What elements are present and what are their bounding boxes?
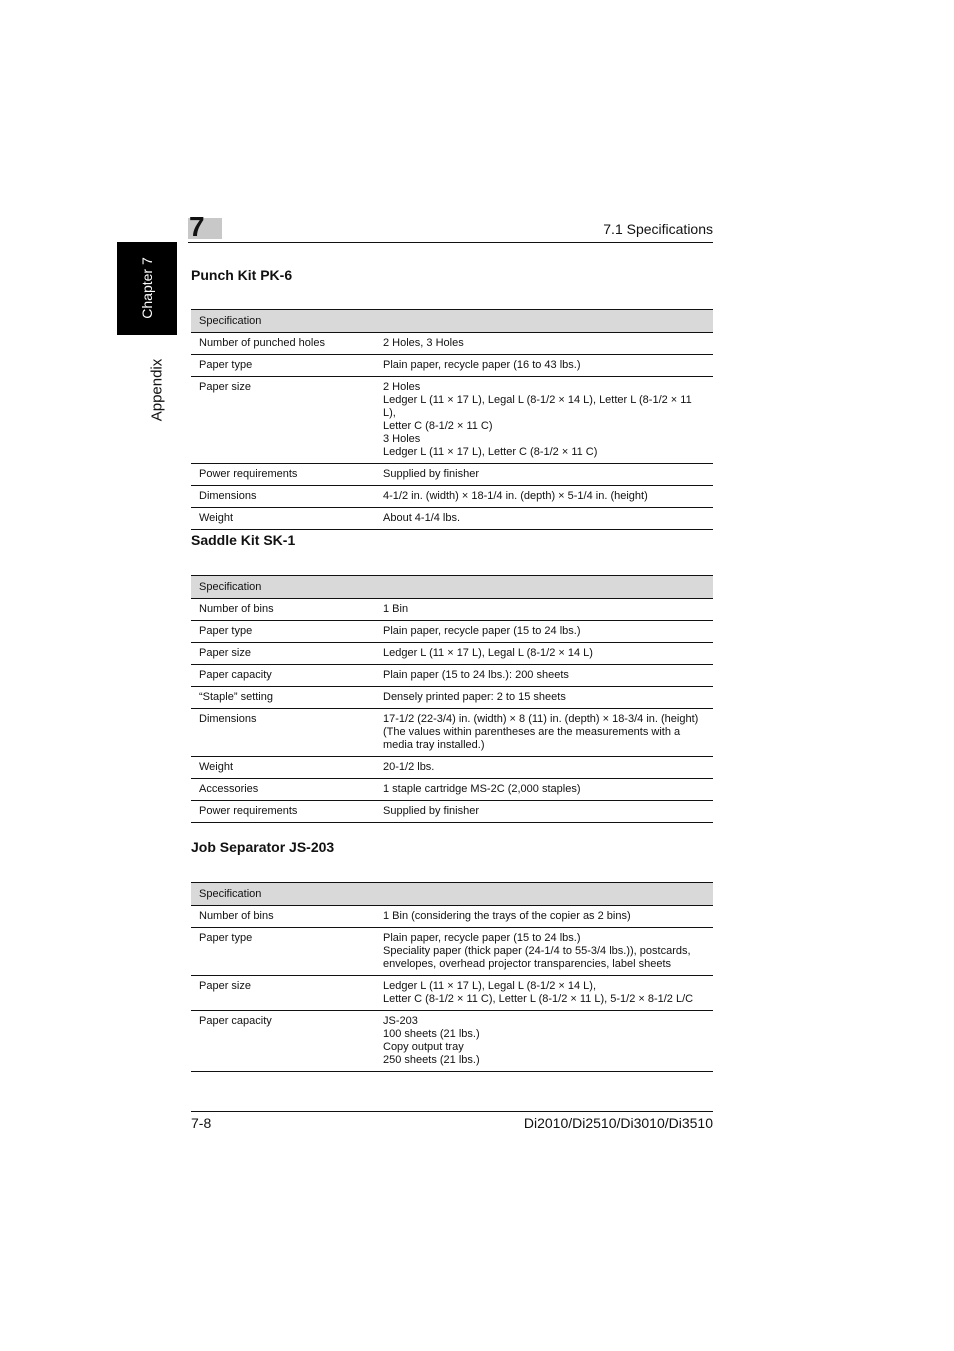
spec-label: Paper size — [191, 976, 375, 1011]
spec-value-line: Ledger L (11 × 17 L), Letter C (8-1/2 × 11 C) — [383, 446, 598, 458]
table-row — [191, 333, 713, 355]
spec-value — [375, 906, 713, 928]
section-title-job-separator: Job Separator JS-203 — [191, 839, 335, 855]
spec-value-line: (The values within parentheses are the measurements with a — [383, 726, 681, 738]
table-row — [191, 621, 713, 643]
spec-label: Paper type — [191, 621, 375, 643]
spec-label: Power requirements — [191, 801, 375, 823]
spec-label: Weight — [191, 757, 375, 779]
spec-value — [375, 377, 713, 464]
spec-value-line: 3 Holes — [383, 433, 421, 445]
spec-value-line: 20-1/2 lbs. — [383, 761, 435, 773]
model-names: Di2010/Di2510/Di3010/Di3510 — [523, 1115, 713, 1131]
spec-value — [375, 1011, 713, 1072]
table-row — [191, 687, 713, 709]
spec-value — [375, 486, 713, 508]
table-header: Specification — [191, 310, 713, 333]
page-number: 7-8 — [191, 1115, 212, 1131]
spec-value-line: Letter C (8-1/2 × 11 C) — [383, 420, 493, 432]
spec-value-line: 250 sheets (21 lbs.) — [383, 1054, 480, 1066]
spec-value-line: Plain paper, recycle paper (16 to 43 lbs.) — [383, 359, 581, 371]
table-row — [191, 355, 713, 377]
table-row — [191, 508, 713, 530]
spec-value-line: Ledger L (11 × 17 L), Legal L (8-1/2 × 14 L), Letter L (8-1/2 × 11 L), — [383, 394, 692, 419]
section-side-label: Appendix — [148, 358, 166, 422]
spec-label: Paper size — [191, 643, 375, 665]
table-row — [191, 976, 713, 1011]
chapter-number: 7 — [189, 211, 205, 242]
spec-value-line: 1 Bin (considering the trays of the copier as 2 bins) — [383, 910, 631, 922]
spec-table-job-separator — [191, 882, 713, 1072]
spec-value — [375, 621, 713, 643]
spec-value — [375, 643, 713, 665]
table-header: Specification — [191, 576, 713, 599]
spec-value-line: 4-1/2 in. (width) × 18-1/4 in. (depth) × 5-1/4 in. (height) — [383, 490, 648, 502]
spec-value-line: media tray installed.) — [383, 739, 485, 751]
spec-value-line: Supplied by finisher — [383, 805, 480, 817]
spec-label: Dimensions — [191, 486, 375, 508]
spec-value-line: JS-203 — [383, 1015, 418, 1027]
spec-table-punch-kit — [191, 309, 713, 530]
table-row — [191, 599, 713, 621]
spec-label: Paper type — [191, 355, 375, 377]
table-row — [191, 665, 713, 687]
spec-value-line: Ledger L (11 × 17 L), Legal L (8-1/2 × 14 L) — [383, 647, 593, 659]
spec-label: Number of bins — [191, 906, 375, 928]
section-title-punch-kit: Punch Kit PK-6 — [191, 267, 293, 283]
spec-value-line: 1 staple cartridge MS-2C (2,000 staples) — [383, 783, 581, 795]
table-row — [191, 709, 713, 757]
spec-value — [375, 779, 713, 801]
spec-value-line: Plain paper, recycle paper (15 to 24 lbs.) — [383, 932, 581, 944]
table-row — [191, 906, 713, 928]
spec-value — [375, 508, 713, 530]
spec-value-line: Ledger L (11 × 17 L), Legal L (8-1/2 × 14 L), — [383, 980, 597, 992]
chapter-side-tab-label: Chapter 7 — [139, 257, 155, 319]
spec-value — [375, 757, 713, 779]
table-row — [191, 643, 713, 665]
table-header: Specification — [191, 883, 713, 906]
spec-value-line: envelopes, overhead projector transparencies, label sheets — [383, 958, 672, 970]
page-header-title: 7.1 Specifications — [603, 221, 713, 237]
spec-label: Power requirements — [191, 464, 375, 486]
table-row — [191, 757, 713, 779]
table-row — [191, 377, 713, 464]
spec-value-line: Plain paper, recycle paper (15 to 24 lbs.) — [383, 625, 581, 637]
spec-value — [375, 333, 713, 355]
table-row — [191, 464, 713, 486]
spec-value — [375, 687, 713, 709]
spec-label: Paper capacity — [191, 1011, 375, 1072]
header-rule — [188, 242, 713, 243]
spec-label: Accessories — [191, 779, 375, 801]
spec-value-line: Copy output tray — [383, 1041, 464, 1053]
spec-value — [375, 709, 713, 757]
table-row — [191, 928, 713, 976]
spec-value-line: About 4-1/4 lbs. — [383, 512, 461, 524]
table-row — [191, 779, 713, 801]
spec-value-line: 100 sheets (21 lbs.) — [383, 1028, 480, 1040]
spec-value — [375, 464, 713, 486]
table-row — [191, 486, 713, 508]
spec-label: Weight — [191, 508, 375, 530]
spec-value — [375, 599, 713, 621]
spec-value — [375, 355, 713, 377]
spec-value-line: 1 Bin — [383, 603, 409, 615]
spec-label: Paper type — [191, 928, 375, 976]
spec-value — [375, 665, 713, 687]
section-title-saddle-kit: Saddle Kit SK-1 — [191, 532, 296, 548]
spec-value-line: Supplied by finisher — [383, 468, 480, 480]
spec-value-line: 17-1/2 (22-3/4) in. (width) × 8 (11) in. (depth) × 18-3/4 in. (height) — [383, 713, 699, 725]
spec-value-line: Speciality paper (thick paper (24-1/4 to 55-3/4 lbs.)), postcards, — [383, 945, 691, 957]
spec-value — [375, 801, 713, 823]
spec-label: Dimensions — [191, 709, 375, 757]
spec-label: “Staple” setting — [191, 687, 375, 709]
spec-value-line: 2 Holes — [383, 381, 421, 393]
spec-label: Paper size — [191, 377, 375, 464]
spec-value-line: 2 Holes, 3 Holes — [383, 337, 464, 349]
spec-label: Number of bins — [191, 599, 375, 621]
spec-label: Paper capacity — [191, 665, 375, 687]
spec-value-line: Densely printed paper: 2 to 15 sheets — [383, 691, 566, 703]
spec-table-saddle-kit — [191, 575, 713, 823]
spec-value-line: Plain paper (15 to 24 lbs.): 200 sheets — [383, 669, 569, 681]
spec-value-line: Letter C (8-1/2 × 11 C), Letter L (8-1/2 × 11 L), 5-1/2 × 8-1/2 L/C — [383, 993, 694, 1005]
table-row — [191, 801, 713, 823]
spec-value — [375, 976, 713, 1011]
spec-label: Number of punched holes — [191, 333, 375, 355]
footer-rule — [191, 1111, 713, 1112]
spec-value — [375, 928, 713, 976]
table-row — [191, 1011, 713, 1072]
